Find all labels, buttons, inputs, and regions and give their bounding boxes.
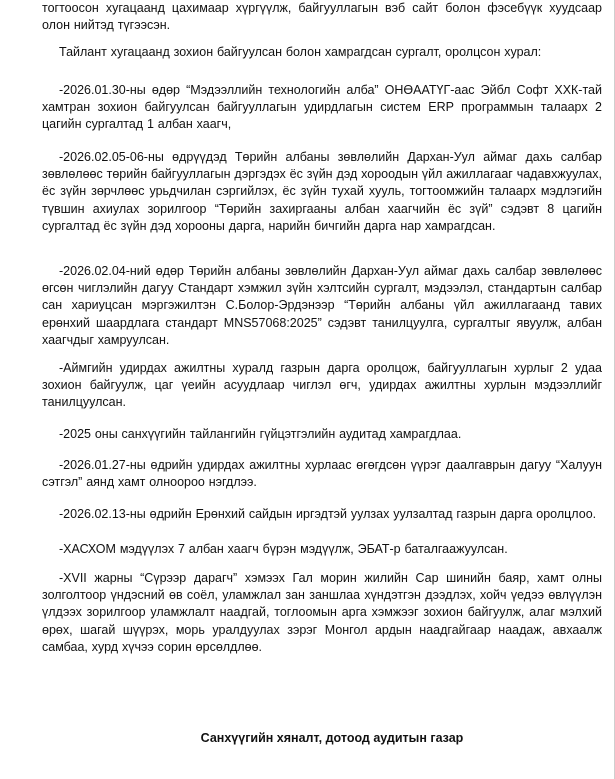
paragraph-trainings-heading: Тайлант хугацаанд зохион байгуулсан болон хамрагдсан сургалт, оролцсон хурал: xyxy=(59,45,542,59)
paragraph-audit: -2025 оны санхүүгийн тайлангийн гүйцэтгэлийн аудитад хамрагдлаа. xyxy=(59,427,462,441)
paragraph-standard-training: -2026.02.04-ний өдөр Төрийн албаны зөвлөлийн Дархан-Уул аймаг дахь салбар зөвлөлөөс өгсөн чиглэлийн дагуу Стандарт хэмжил зүйн хэлтсийн сургалт, мэдээлэл, стандартын салбар сан хариуцсан мэргэжилтэн С.Болор-Эрдэнээр “Төрийн албаны үйл ажиллагаанд тавих ерөнхий шаардлага стандарт MNS57068:2025” сэдэвт танилцуулга, сургалтыг явуулж, албан хаагчдыг хамруулсан. xyxy=(42,264,602,347)
paragraph-intro-continued: тогтоосон хугацаанд цахимаар хүргүүлж, байгууллагын вэб сайт болон фэсебүүк хуудсаар олон нийтэд түгээсэн. xyxy=(42,1,602,33)
footer-department-name: Санхүүгийн хяналт, дотоод аудитын газар xyxy=(200,731,464,745)
paragraph-lunar-new-year: -XVII жарны “Сүрээр дарагч” хэмээх Гал морин жилийн Сар шинийн баяр, хамт олны золголтоор үндэсний өв соёл, уламжлал зан заншлаа хүндэтгэн дээдлэх, хойч үедээ өвлүүлэн үлдээх зорилгоор уламжлалт наадгай, тоглоомын арга хэмжээг зохион байгуулж, алаг мэлхий өрөх, шагай шүүрэх, морь уралдуулах зэрэг Монгол ардын наадгайгаар наадаж, авхаалж самбаа, хурд хүчээ сорин өрсөлдлөө. xyxy=(42,571,602,654)
document-page xyxy=(42,0,602,779)
paragraph-management-meeting: -Аймгийн удирдах ажилтны хуралд газрын дарга оролцож, байгууллагын хурлыг 2 удаа зохион байгуулж, цаг үеийн асуудлаар чиглэл өгч, удирдах ажилтны хурлын мэдээллийг танилцуулсан. xyxy=(42,361,602,410)
paragraph-prime-minister-meeting: -2026.02.13-ны өдрийн Ерөнхий сайдын иргэдтэй уулзах уулзалтад газрын дарга оролцлоо. xyxy=(59,507,597,521)
paragraph-haskhom: -ХАСХОМ мэдүүлэх 7 албан хаагч бүрэн мэдүүлж, ЭБАТ-р баталгаажуулсан. xyxy=(59,542,508,556)
paragraph-erp-training: -2026.01.30-ны өдөр “Мэдээллийн технологийн алба” ОНӨААТҮГ-аас Эйбл Софт ХХК-тай хамтран зохион байгуулсан байгууллагын удирдлагын систем ERP программын талаарх 2 цагийн сургалтад 1 албан хаагч, xyxy=(42,83,602,132)
paragraph-ethics-training: -2026.02.05-06-ны өдрүүдэд Төрийн албаны зөвлөлийн Дархан-Уул аймаг дахь салбар зөвлөлөөс төрийн байгууллагын дэргэдэх ёс зүйн дэд хороодын үйл ажиллагааг чадавхжуулах, ёс зүйн зөрчлөөс урьдчилан сэргийлэх, ёс зүйн тухай хууль, тогтоомжийн талаарх мэдлэгийн түвшин ахиулах зорилгоор “Төрийн захиргааны албан хаагчийн ёс зүй” сэдэвт 8 цагийн сургалтад ёс зүйн дэд хорооны дарга, нарийн бичгийн дарга нар хамрагдсан. xyxy=(42,150,603,233)
paragraph-warm-heart-campaign: -2026.01.27-ны өдрийн удирдах ажилтны хурлаас өгөгдсөн үүрэг даалгаврын дагуу “Халуун сэтгэл” аянд хамт олноороо нэгдлээ. xyxy=(42,458,602,490)
